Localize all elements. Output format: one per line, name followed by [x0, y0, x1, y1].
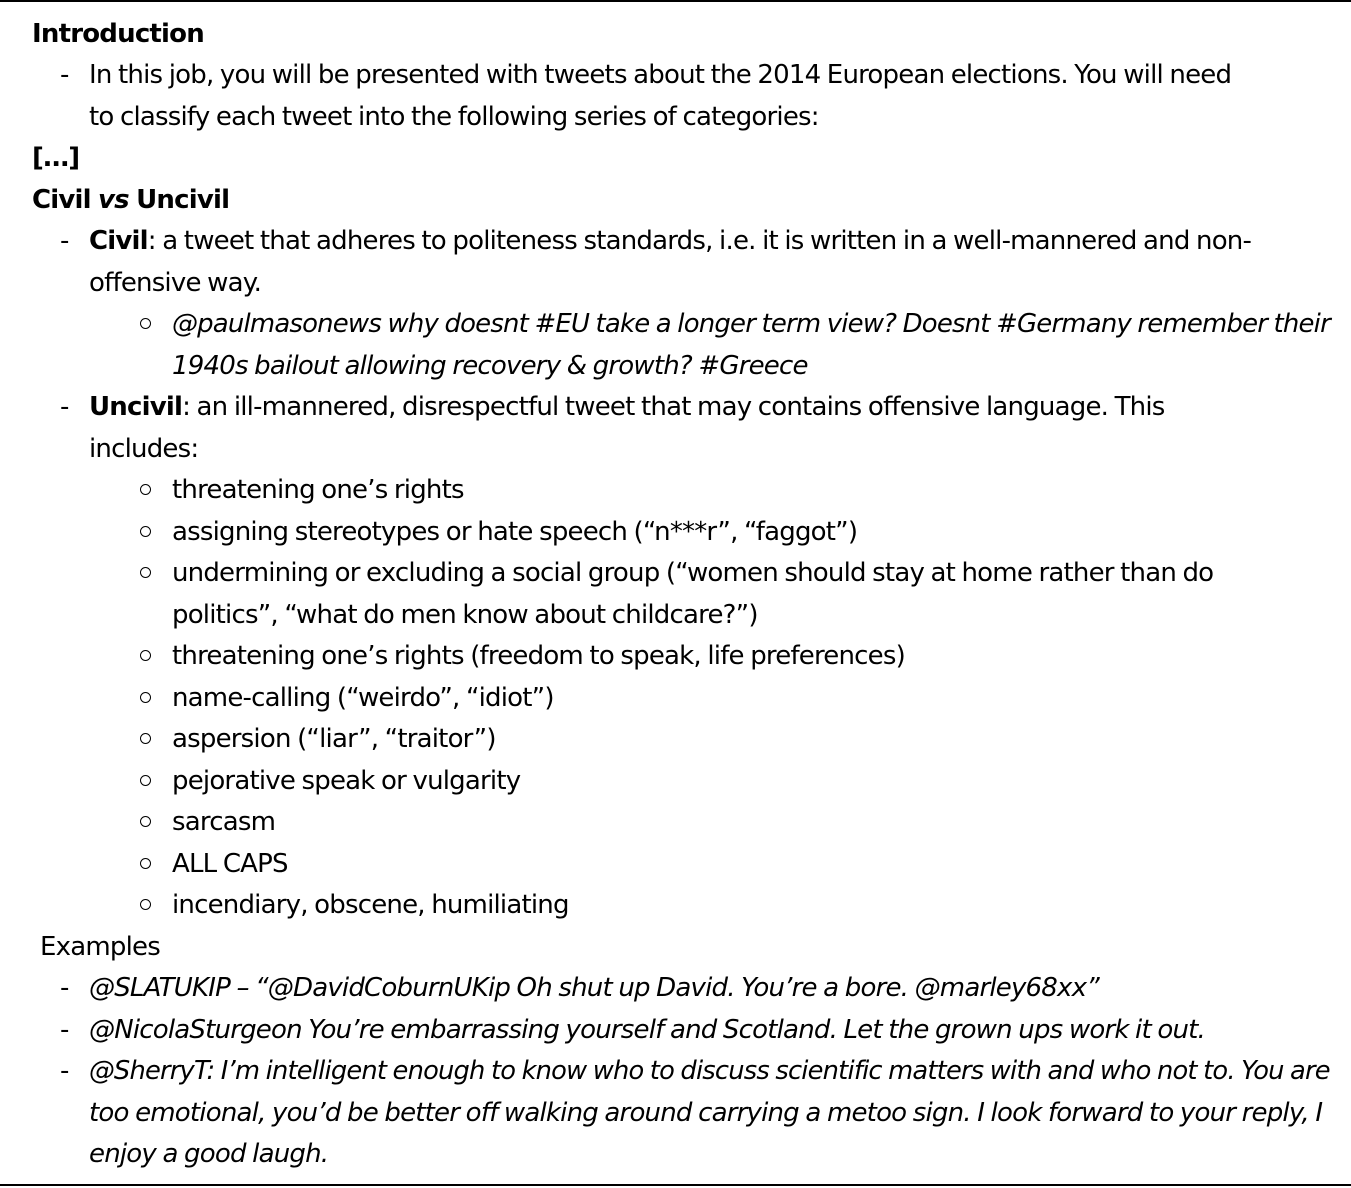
uncivil-criterion: threatening one’s rights (freedom to speak, life preferences) — [172, 641, 905, 671]
uncivil-criterion: incendiary, obscene, humiliating — [172, 890, 569, 920]
uncivil-criterion: aspersion (“liar”, “traitor”) — [172, 724, 496, 754]
circle-bullet — [140, 636, 151, 678]
civil-example-tweet: 1940s bailout allowing recovery & growth? #Greece — [172, 351, 808, 381]
civil-definition: Civil: a tweet that adheres to politeness standards, i.e. it is written in a well-mannered and non- — [89, 226, 1252, 256]
circle-bullet — [140, 719, 151, 761]
uncivil-example-tweet: @SLATUKIP – “@DavidCoburnUKip Oh shut up David. You’re a bore. @marley68xx” — [89, 973, 1099, 1003]
dash-bullet: - — [60, 60, 69, 90]
circle-bullet — [140, 553, 151, 595]
introduction-heading: Introduction — [32, 19, 204, 49]
vs-label: vs — [98, 185, 129, 215]
examples-heading: Examples — [40, 932, 160, 962]
circle-bullet — [140, 678, 151, 720]
uncivil-definition-cont: includes: — [89, 434, 199, 464]
circle-bullet — [140, 470, 151, 512]
circle-bullet — [140, 802, 151, 844]
uncivil-criterion: sarcasm — [172, 807, 276, 837]
uncivil-criterion: threatening one’s rights — [172, 475, 464, 505]
dash-bullet: - — [60, 1015, 69, 1045]
circle-bullet — [140, 304, 151, 346]
bottom-rule — [0, 1184, 1351, 1186]
introduction-text-line: In this job, you will be presented with tweets about the 2014 European elections. You will need — [89, 60, 1232, 90]
circle-bullet — [140, 885, 151, 927]
civil-uncivil-heading: Civil vs Uncivil — [32, 185, 230, 215]
ellipsis: […] — [32, 143, 80, 173]
uncivil-criterion: undermining or excluding a social group (“women should stay at home rather than do — [172, 558, 1214, 588]
dash-bullet: - — [60, 973, 69, 1003]
civil-term: Civil — [89, 226, 148, 256]
uncivil-term: Uncivil — [89, 392, 183, 422]
uncivil-criterion: name-calling (“weirdo”, “idiot”) — [172, 683, 554, 713]
uncivil-definition: Uncivil: an ill-mannered, disrespectful tweet that may contains offensive language. This — [89, 392, 1165, 422]
uncivil-example-tweet: @NicolaSturgeon You’re embarrassing yourself and Scotland. Let the grown ups work it out. — [89, 1015, 1205, 1045]
dash-bullet: - — [60, 1056, 69, 1086]
circle-bullet — [140, 761, 151, 803]
dash-bullet: - — [60, 226, 69, 256]
introduction-text-line: to classify each tweet into the following series of categories: — [89, 102, 819, 132]
uncivil-criterion: ALL CAPS — [172, 849, 288, 879]
uncivil-criterion-cont: politics”, “what do men know about childcare?”) — [172, 600, 758, 630]
uncivil-criterion: assigning stereotypes or hate speech (“n***r”, “faggot”) — [172, 517, 858, 547]
uncivil-example-tweet-cont: enjoy a good laugh. — [89, 1139, 329, 1169]
circle-bullet — [140, 512, 151, 554]
uncivil-example-tweet-cont: too emotional, you’d be better off walking around carrying a metoo sign. I look forward to your reply, I — [89, 1098, 1323, 1128]
civil-example-tweet: @paulmasonews why doesnt #EU take a longer term view? Doesnt #Germany remember their — [172, 309, 1330, 339]
uncivil-criterion: pejorative speak or vulgarity — [172, 766, 521, 796]
uncivil-example-tweet: @SherryT: I’m intelligent enough to know who to discuss scientific matters with and who not to. You are — [89, 1056, 1330, 1086]
civil-definition-cont: offensive way. — [89, 268, 262, 298]
circle-bullet — [140, 844, 151, 886]
dash-bullet: - — [60, 392, 69, 422]
